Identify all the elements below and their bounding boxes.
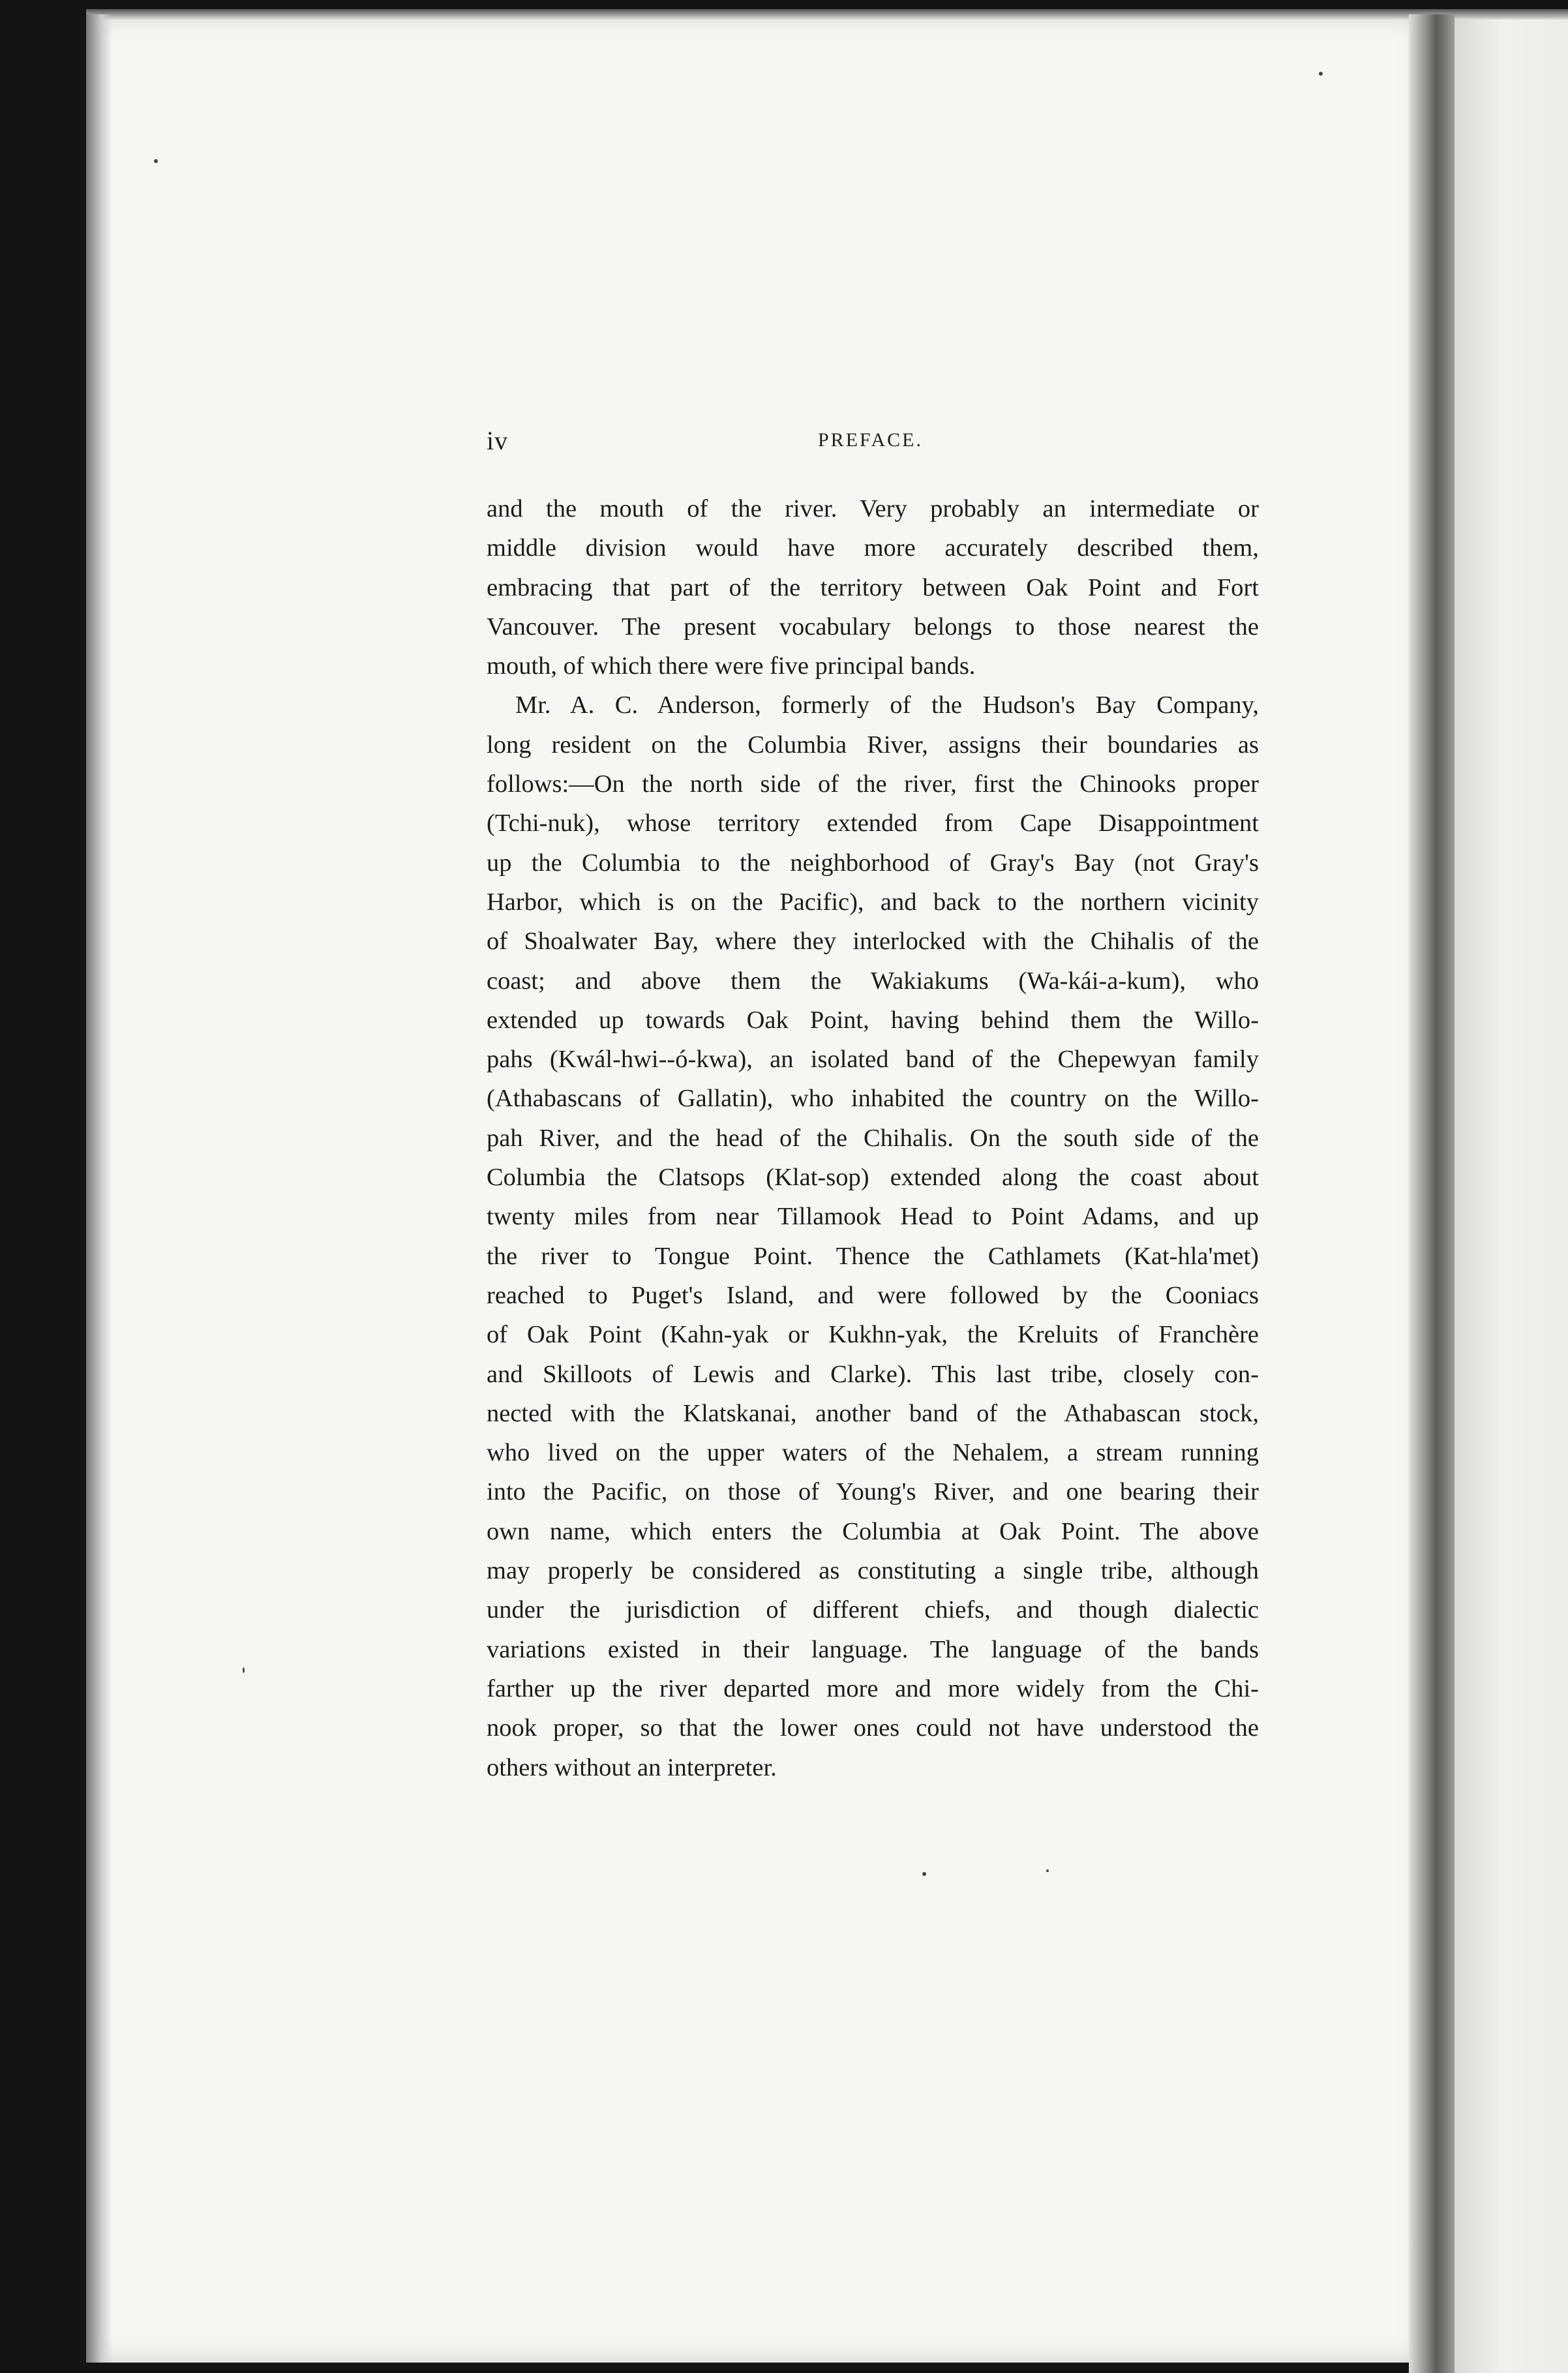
running-title: PREFACE.: [818, 429, 923, 451]
text-line: into the Pacific, on those of Young's River, and one bearing their: [487, 1478, 1259, 1506]
text-line: and Skilloots of Lewis and Clarke). This last tribe, closely con-: [487, 1360, 1259, 1388]
text-line: Harbor, which is on the Pacific), and back to the northern vicinity: [487, 888, 1259, 916]
text-line: reached to Puget's Island, and were followed by the Cooniacs: [487, 1281, 1259, 1309]
text-line: embracing that part of the territory between Oak Point and Fort: [487, 573, 1259, 601]
text-line: up the Columbia to the neighborhood of Gray's Bay (not Gray's: [487, 849, 1259, 877]
scan-speck: [154, 159, 158, 163]
text-line: variations existed in their language. The language of the bands: [487, 1635, 1259, 1663]
text-line: nected with the Klatskanai, another band of the Athabascan stock,: [487, 1399, 1259, 1427]
text-line: (Tchi-nuk), whose territory extended from Cape Disappointment: [487, 809, 1259, 838]
book-gutter: [1409, 14, 1455, 2373]
body-text: [487, 489, 1259, 1787]
text-line: who lived on the upper waters of the Nehalem, a stream running: [487, 1439, 1259, 1467]
text-line: twenty miles from near Tillamook Head to Point Adams, and up: [487, 1203, 1259, 1231]
text-line: nook proper, so that the lower ones could not have understood the: [487, 1714, 1259, 1742]
scan-speck: [922, 1872, 926, 1876]
text-line: may properly be considered as constituting a single tribe, although: [487, 1557, 1259, 1585]
text-line: Vancouver. The present vocabulary belongs to those nearest the: [487, 612, 1259, 641]
text-line: pahs (Kwál-hwi--ó-kwa), an isolated band of the Chepewyan family: [487, 1046, 1259, 1074]
text-line: long resident on the Columbia River, assigns their boundaries as: [487, 731, 1259, 759]
text-line: Columbia the Clatsops (Klat-sop) extended along the coast about: [487, 1164, 1259, 1192]
scan-speck: [1319, 72, 1323, 76]
text-line: others without an interpreter.: [487, 1753, 777, 1781]
scan-speck: [1046, 1869, 1049, 1872]
text-line: (Athabascans of Gallatin), who inhabited the country on the Willo-: [487, 1085, 1259, 1113]
text-line: the river to Tongue Point. Thence the Cathlamets (Kat-hla'met): [487, 1242, 1259, 1270]
text-line: follows:—On the north side of the river, first the Chinooks proper: [487, 770, 1259, 798]
text-line: of Oak Point (Kahn-yak or Kukhn-yak, the Kreluits of Franchère: [487, 1321, 1259, 1349]
text-line: middle division would have more accurately described them,: [487, 534, 1259, 562]
text-line: own name, which enters the Columbia at Oak Point. The above: [487, 1517, 1259, 1545]
text-line: mouth, of which there were five principal bands.: [487, 652, 976, 680]
page-top-edge: [86, 9, 1568, 20]
text-line: farther up the river departed more and more widely from the Chi-: [487, 1674, 1259, 1702]
text-line: Mr. A. C. Anderson, formerly of the Hudson's Bay Company,: [515, 691, 1259, 719]
text-line: and the mouth of the river. Very probably an intermediate or: [487, 495, 1259, 522]
scan-speck: [243, 1667, 245, 1673]
text-line: extended up towards Oak Point, having behind them the Willo-: [487, 1006, 1259, 1034]
page-number: iv: [487, 426, 509, 455]
page-left-edge: [86, 14, 112, 2363]
facing-page-edge: [1455, 14, 1568, 2373]
text-line: coast; and above them the Wakiakums (Wa-kái-a-kum), who: [487, 967, 1259, 995]
text-line: pah River, and the head of the Chihalis. On the south side of the: [487, 1124, 1259, 1152]
running-head: [487, 425, 1259, 464]
text-line: of Shoalwater Bay, where they interlocked with the Chihalis of the: [487, 928, 1259, 956]
text-line: under the jurisdiction of different chiefs, and though dialectic: [487, 1596, 1259, 1624]
